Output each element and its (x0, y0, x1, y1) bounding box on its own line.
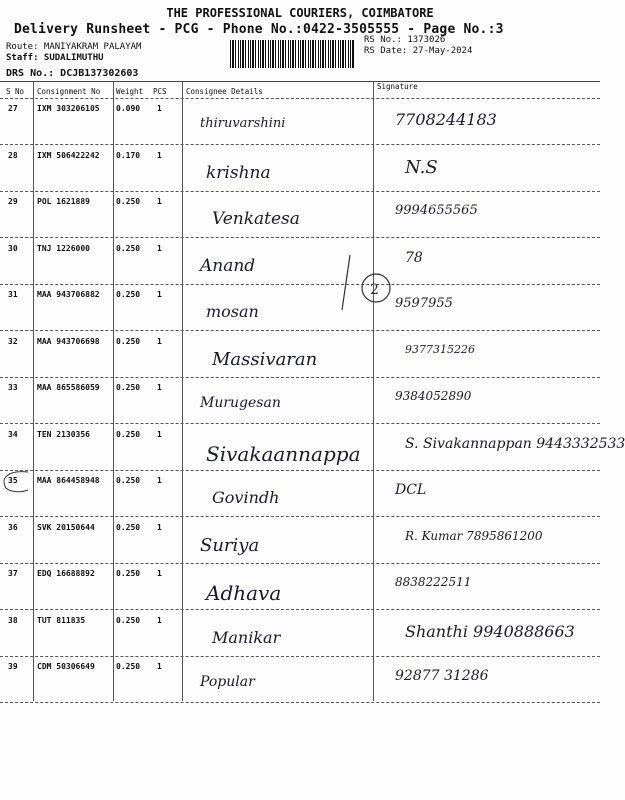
row-divider (0, 330, 600, 331)
row-consignment-no: TEN 2130356 (37, 429, 90, 439)
row-sno: 28 (8, 150, 18, 160)
row-signature: 9597955 (395, 296, 453, 311)
row-sno: 38 (8, 615, 18, 625)
col-header-sno: S No (6, 87, 25, 96)
row-pcs: 1 (157, 476, 162, 485)
row-consignment-no: MAA 864458948 (37, 476, 100, 485)
row-sno: 34 (8, 429, 18, 439)
row-divider (0, 284, 600, 285)
barcode (230, 40, 355, 68)
row-signature: 8838222511 (395, 575, 472, 589)
row-consignment-no: IXM 506422242 (37, 150, 100, 160)
col-header-consignment: Consignment No (37, 87, 101, 96)
col-header-weight: Weight (116, 87, 144, 96)
drs-number: DRS No.: DCJB137302603 (6, 68, 139, 79)
row-weight: 0.170 (116, 150, 141, 160)
row-weight: 0.250 (116, 243, 141, 253)
col-divider (373, 81, 374, 701)
row-weight: 0.250 (116, 383, 141, 392)
row-divider (0, 144, 600, 145)
row-consignment-no: EDQ 16688892 (37, 569, 95, 578)
row-divider (0, 563, 600, 564)
row-sno: 37 (8, 569, 18, 578)
row-consignee-handwriting: Venkatesa (212, 209, 300, 229)
col-header-signature: Signature (377, 82, 418, 91)
row-weight: 0.250 (116, 662, 141, 671)
row-pcs: 1 (157, 615, 162, 625)
header-rule (0, 98, 600, 99)
row-signature: 9994655565 (395, 203, 478, 218)
row-sno: 36 (8, 522, 18, 532)
row-weight: 0.250 (116, 476, 141, 485)
row-weight: 0.250 (116, 336, 141, 346)
svg-text:2: 2 (370, 282, 379, 298)
row-pcs: 1 (157, 429, 162, 439)
row-signature: Shanthi 9940888663 (405, 621, 575, 641)
row-weight: 0.250 (116, 429, 141, 439)
row-signature: 7708244183 (395, 110, 497, 129)
row-consignment-no: POL 1621889 (37, 197, 90, 206)
row-sno: 29 (8, 197, 18, 206)
row-weight: 0.250 (116, 290, 141, 299)
table-top-rule (0, 81, 600, 82)
row-consignee-handwriting: Murugesan (200, 395, 281, 411)
row-pcs: 1 (157, 150, 162, 160)
company-title: THE PROFESSIONAL COURIERS, COIMBATORE (166, 6, 434, 20)
runsheet-title: Delivery Runsheet - PCG - Phone No.:0422-3505555 - Page No.:3 (14, 22, 504, 37)
row-divider (0, 377, 600, 378)
row-pcs: 1 (157, 662, 162, 671)
staff-label: Staff: SUDALIMUTHU (6, 53, 104, 63)
row-divider (0, 191, 600, 192)
row-signature: 9377315226 (405, 342, 475, 356)
row-consignment-no: TUT 811835 (37, 615, 86, 625)
row-consignee-handwriting: Adhava (206, 581, 282, 605)
row-consignee-handwriting: Manikar (212, 627, 281, 647)
row-consignment-no: CDM 50306649 (37, 662, 95, 671)
row-signature: 92877 31286 (395, 668, 489, 684)
row-sno: 33 (8, 383, 18, 392)
row-consignee-handwriting: Popular (200, 674, 255, 690)
row-divider (0, 656, 600, 657)
row-consignment-no: TNJ 1226000 (37, 243, 90, 253)
row-sno: 35 (8, 476, 18, 485)
rs-date: RS Date: 27-May-2024 (364, 46, 473, 56)
row-divider (0, 237, 600, 238)
row-consignee-handwriting: Govindh (212, 488, 280, 507)
row-pcs: 1 (157, 522, 162, 532)
row-consignee-handwriting: Sivakaannappa (206, 441, 361, 466)
row-consignment-no: IXM 303206105 (37, 104, 100, 113)
row-pcs: 1 (157, 383, 162, 392)
row-divider (0, 470, 600, 471)
row-signature: 78 (405, 249, 423, 266)
col-divider (33, 81, 34, 701)
row-pcs: 1 (157, 569, 162, 578)
row-consignee-handwriting: Anand (200, 255, 256, 276)
row-weight: 0.250 (116, 197, 141, 206)
circled-row-mark (0, 468, 30, 494)
row-consignee-handwriting: Massivaran (212, 348, 318, 370)
row-divider (0, 702, 600, 703)
row-consignee-handwriting: krishna (206, 162, 271, 183)
col-divider (182, 81, 183, 701)
row-pcs: 1 (157, 197, 162, 206)
row-weight: 0.250 (116, 615, 141, 625)
row-signature: N.S (405, 156, 438, 178)
rs-number: RS No.: 1373026 (364, 35, 446, 45)
circled-number-mark (358, 270, 394, 306)
row-divider (0, 609, 600, 610)
row-pcs: 1 (157, 243, 162, 253)
row-sno: 31 (8, 290, 18, 299)
row-sno: 32 (8, 336, 18, 346)
col-divider (113, 81, 114, 701)
row-signature: R. Kumar 7895861200 (405, 528, 543, 543)
col-header-consignee: Consignee Details (186, 87, 263, 96)
row-divider (0, 423, 600, 424)
row-consignment-no: MAA 943706882 (37, 290, 100, 299)
row-consignment-no: MAA 943706698 (37, 336, 100, 346)
row-signature: S. Sivakannappan 9443332533 (405, 435, 625, 452)
row-pcs: 1 (157, 336, 162, 346)
row-weight: 0.090 (116, 104, 141, 113)
row-pcs: 1 (157, 290, 162, 299)
row-sno: 30 (8, 243, 18, 253)
row-consignee-handwriting: Suriya (200, 534, 260, 556)
row-sno: 27 (8, 104, 18, 113)
row-signature: 9384052890 (395, 389, 472, 403)
row-sno: 39 (8, 662, 18, 671)
row-pcs: 1 (157, 104, 162, 113)
row-signature: DCL (395, 482, 427, 498)
row-consignment-no: MAA 865586059 (37, 383, 100, 392)
row-consignment-no: SVK 20150644 (37, 522, 95, 532)
route-label: Route: MANIYAKRAM PALAYAM (6, 42, 142, 52)
row-weight: 0.250 (116, 522, 141, 532)
row-weight: 0.250 (116, 569, 141, 578)
row-divider (0, 516, 600, 517)
row-consignee-handwriting: mosan (206, 302, 259, 321)
row-consignee-handwriting: thiruvarshini (200, 116, 286, 131)
col-header-pcs: PCS (153, 87, 167, 96)
